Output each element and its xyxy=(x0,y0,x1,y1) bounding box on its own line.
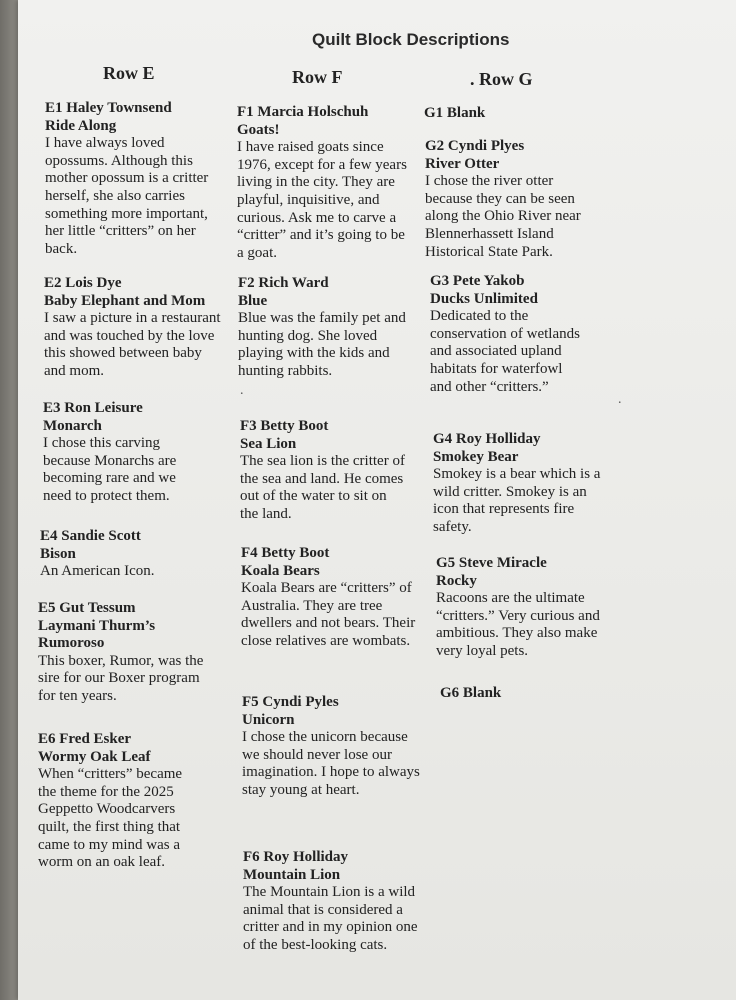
block-piece: Mountain Lion xyxy=(243,866,341,883)
stray-dot: . xyxy=(240,383,244,398)
block-piece: River Otter xyxy=(425,155,500,172)
block-description: Blue was the family pet and hunting dog. She loved playing with the kids and hunting rabbits. xyxy=(238,310,406,379)
block-name: G2 Cyndi Plyes xyxy=(425,138,525,154)
block-name: E1 Haley Townsend xyxy=(45,100,172,116)
block-name: G1 Blank xyxy=(424,105,486,121)
block-piece: Rocky xyxy=(436,572,477,589)
block-name: G4 Roy Holliday xyxy=(433,431,541,447)
block-name: F5 Cyndi Pyles xyxy=(242,694,339,710)
block-name: F3 Betty Boot xyxy=(240,418,329,434)
block-e4 xyxy=(40,528,210,581)
block-f5 xyxy=(242,694,422,800)
block-piece: Ride Along xyxy=(45,117,117,134)
block-f2 xyxy=(238,275,416,381)
block-piece: Ducks Unlimited xyxy=(430,290,538,307)
block-name: F1 Marcia Holschuh xyxy=(237,104,369,120)
block-name: F4 Betty Boot xyxy=(241,545,330,561)
block-e1 xyxy=(45,100,225,258)
stray-dot: . xyxy=(618,392,622,407)
block-f4 xyxy=(241,545,419,651)
block-g5 xyxy=(436,555,606,661)
block-description: When “critters” became the theme for the 2025 Geppetto Woodcarvers quilt, the first thing that came to my mind was a worm on an oak leaf. xyxy=(38,766,183,871)
block-piece: Blue xyxy=(238,292,268,309)
block-piece: Sea Lion xyxy=(240,435,297,452)
block-piece: Wormy Oak Leaf xyxy=(38,748,151,765)
block-f6 xyxy=(243,849,421,955)
block-description: This boxer, Rumor, was the sire for our Boxer program for ten years. xyxy=(38,652,204,704)
column-heading-row-f: Row F xyxy=(292,67,343,87)
block-description: The Mountain Lion is a wild animal that is considered a critter and in my opinion one of the best-looking cats. xyxy=(243,884,418,953)
block-piece: Koala Bears xyxy=(241,562,320,579)
block-name: E3 Ron Leisure xyxy=(43,400,143,416)
block-description: I chose the river otter because they can be seen along the Ohio River near Blennerhassett Island Historical State Park. xyxy=(425,173,581,260)
block-name: G3 Pete Yakob xyxy=(430,273,525,289)
block-piece: Laymani Thurm’s Rumoroso xyxy=(38,617,156,652)
block-name: F6 Roy Holliday xyxy=(243,849,349,865)
block-e6 xyxy=(38,731,203,872)
block-g3 xyxy=(430,273,586,396)
block-description: I saw a picture in a restaurant and was touched by the love this showed between baby and mom. xyxy=(44,310,221,379)
block-e3 xyxy=(43,400,201,506)
block-description: I have always loved opossums. Although this mother opossum is a critter herself, she also carries something more important, her little “critters” on her back. xyxy=(45,135,209,257)
block-description: Smokey is a bear which is a wild critter. Smokey is an icon that represents fire safety. xyxy=(433,466,601,535)
block-g4 xyxy=(433,431,603,537)
block-e5 xyxy=(38,600,213,706)
block-name: F2 Rich Ward xyxy=(238,275,329,291)
block-piece: Goats! xyxy=(237,121,280,138)
block-description: Racoons are the ultimate “critters.” Very curious and ambitious. They also make very loyal pets. xyxy=(436,590,600,659)
block-name: E2 Lois Dye xyxy=(44,275,122,291)
block-name: E6 Fred Esker xyxy=(38,731,132,747)
block-description: Koala Bears are “critters” of Australia. They are tree dwellers and not bears. Their close relatives are wombats. xyxy=(241,580,416,649)
block-f1 xyxy=(237,104,409,262)
block-description: The sea lion is the critter of the sea and land. He comes out of the water to sit on the land. xyxy=(240,453,405,522)
block-e2 xyxy=(44,275,224,381)
block-description: I have raised goats since 1976, except for a few years living in the city. They are playful, inquisitive, and curious. Ask me to carve a “critter” and it’s going to be a goat. xyxy=(237,139,407,261)
block-piece: Bison xyxy=(40,545,76,562)
block-g6 xyxy=(440,685,600,703)
block-name: E5 Gut Tessum xyxy=(38,600,136,616)
block-piece: Smokey Bear xyxy=(433,448,519,465)
page-title: Quilt Block Descriptions xyxy=(312,30,510,49)
block-name: E4 Sandie Scott xyxy=(40,528,141,544)
block-g1 xyxy=(424,105,594,123)
block-description: Dedicated to the conservation of wetlands and associated upland habitats for waterfowl and other “critters.” xyxy=(430,308,580,395)
block-f3 xyxy=(240,418,405,524)
column-heading-row-g: . Row G xyxy=(470,69,533,89)
block-piece: Unicorn xyxy=(242,711,295,728)
block-description: I chose this carving because Monarchs are becoming rare and we need to protect them. xyxy=(43,435,177,504)
block-description: An American Icon. xyxy=(40,563,155,580)
block-name: G6 Blank xyxy=(440,685,502,701)
block-description: I chose the unicorn because we should never lose our imagination. I hope to always stay young at heart. xyxy=(242,729,420,798)
column-heading-row-e: Row E xyxy=(103,63,155,83)
block-g2 xyxy=(425,138,590,261)
block-name: G5 Steve Miracle xyxy=(436,555,547,571)
block-piece: Monarch xyxy=(43,417,102,434)
block-piece: Baby Elephant and Mom xyxy=(44,292,206,309)
